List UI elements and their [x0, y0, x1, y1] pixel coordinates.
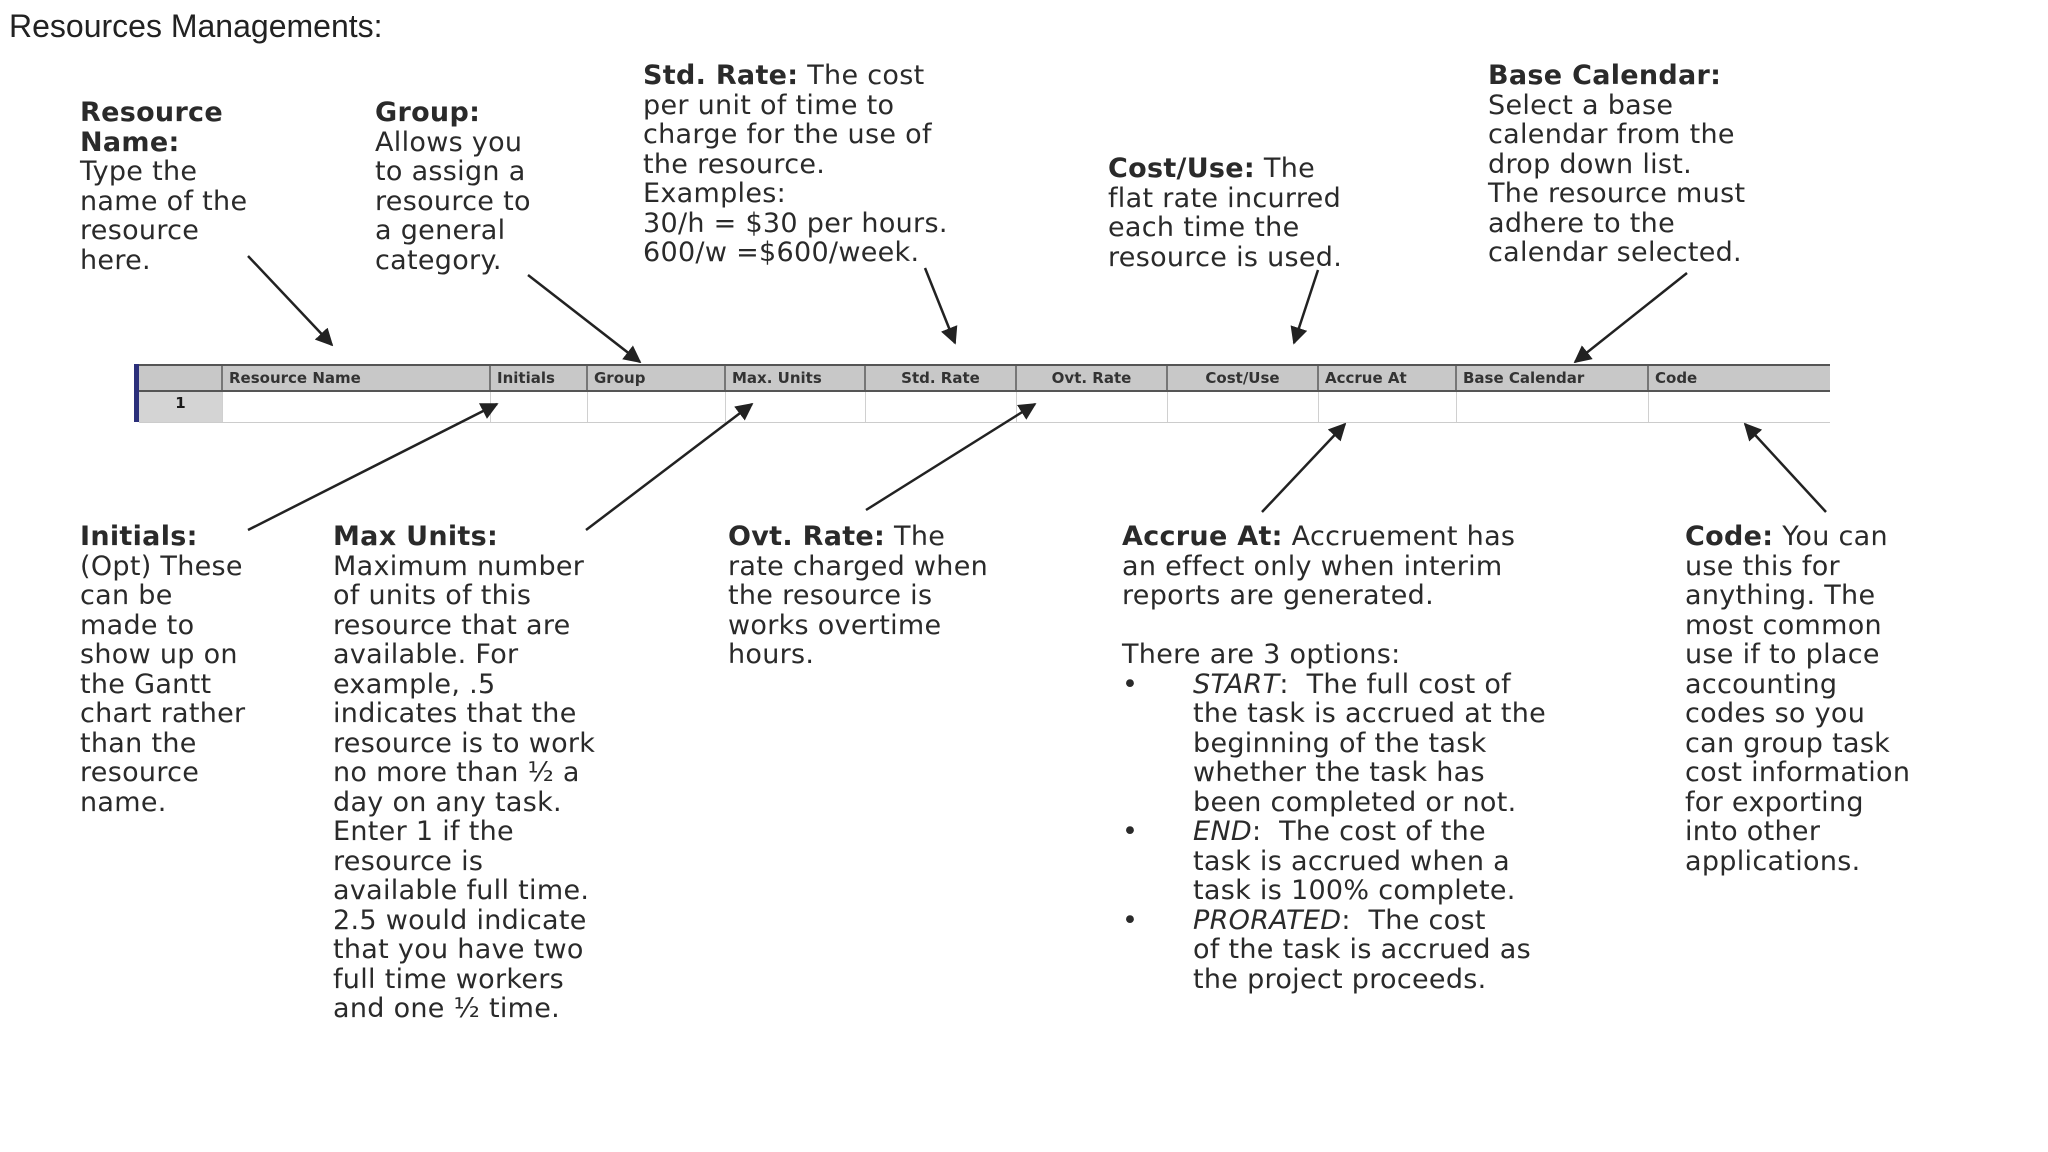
- note-line: 2.5 would indicate: [333, 904, 587, 936]
- note-line: to assign a: [375, 156, 526, 187]
- note-line: calendar from the: [1488, 119, 1735, 150]
- note-line: anything. The: [1685, 580, 1876, 611]
- note-line: name.: [80, 786, 167, 818]
- option-name: PRORATED: [1193, 904, 1342, 936]
- note-title: Accrue At:: [1122, 521, 1283, 552]
- slide-title: Resources Managements:: [9, 8, 383, 44]
- note-line: that you have two: [333, 934, 584, 965]
- note-line: most common: [1685, 609, 1882, 641]
- note-line: Accruement has: [1291, 521, 1516, 552]
- note-max-units: [333, 522, 595, 1024]
- list-item: • START: The full cost of the task is accrued at the beginning of the task whether the task has been completed or not.: [1122, 670, 1546, 818]
- note-line: resource: [80, 757, 200, 788]
- note-line: rate charged when: [728, 550, 989, 582]
- note-line: been completed or not.: [1193, 786, 1517, 818]
- note-line: drop down list.: [1488, 148, 1693, 180]
- note-title: Name:: [80, 126, 180, 158]
- note-line: Maximum number: [333, 550, 585, 582]
- note-line: codes so you: [1685, 698, 1866, 729]
- note-line: resource is to work: [333, 727, 596, 759]
- arrow-cost-use: [1294, 270, 1318, 343]
- note-line: into other: [1685, 816, 1821, 847]
- note-line: (Opt) These: [80, 550, 243, 582]
- note-line: and one ½ time.: [333, 993, 561, 1024]
- note-title: Cost/Use:: [1108, 153, 1256, 184]
- column-header-ovt-rate[interactable]: Ovt. Rate: [1017, 366, 1168, 390]
- note-line: of the task is accrued as: [1193, 934, 1531, 965]
- note-line: day on any task.: [333, 786, 562, 818]
- note-line: available. For: [333, 639, 519, 670]
- note-line: the resource is: [728, 580, 933, 611]
- options-intro: There are 3 options:: [1122, 639, 1401, 670]
- list-item: • PRORATED: The cost of the task is accrued as the project proceeds.: [1122, 906, 1546, 995]
- note-accrue-at: [1122, 522, 1546, 994]
- note-line: resource to: [375, 185, 531, 217]
- arrow-ovt-rate: [866, 404, 1035, 510]
- option-name: START: [1193, 668, 1280, 700]
- note-line: task is accrued when a: [1193, 845, 1510, 877]
- note-line: 600/w =$600/week.: [643, 237, 920, 268]
- arrow-initials: [248, 404, 497, 530]
- note-line: can group task: [1685, 727, 1891, 759]
- note-line: can be: [80, 580, 173, 611]
- note-line: Select a base: [1488, 89, 1674, 121]
- note-line: You can: [1782, 521, 1888, 552]
- note-line: indicates that the: [333, 698, 577, 729]
- note-line: works overtime: [728, 609, 942, 641]
- note-line: Enter 1 if the: [333, 816, 514, 847]
- column-header-group[interactable]: Group: [588, 366, 726, 390]
- note-line: accounting: [1685, 668, 1838, 700]
- note-line: no more than ½ a: [333, 757, 580, 788]
- column-header-initials[interactable]: Initials: [491, 366, 588, 390]
- note-line: resource: [80, 215, 200, 246]
- note-line: of units of this: [333, 580, 532, 611]
- note-line: Type the: [80, 156, 198, 187]
- note-line: calendar selected.: [1488, 237, 1742, 268]
- note-line: category.: [375, 244, 502, 276]
- note-ovt-rate: [728, 522, 988, 670]
- note-line: cost information: [1685, 757, 1911, 788]
- arrow-code: [1745, 424, 1826, 512]
- note-line: The full cost of: [1306, 668, 1511, 700]
- note-line: applications.: [1685, 845, 1861, 877]
- note-line: Allows you: [375, 126, 523, 158]
- note-title: Max Units:: [333, 521, 499, 552]
- arrow-accrue-at: [1262, 424, 1345, 512]
- column-header-base-calendar[interactable]: Base Calendar: [1457, 366, 1649, 390]
- note-line: use this for: [1685, 550, 1840, 582]
- note-line: hours.: [728, 639, 815, 670]
- column-header-std-rate[interactable]: Std. Rate: [866, 366, 1017, 390]
- note-line: full time workers: [333, 963, 565, 995]
- arrow-std-rate: [925, 268, 955, 343]
- note-title: Initials:: [80, 521, 198, 552]
- note-line: task is 100% complete.: [1193, 875, 1516, 906]
- note-title: Code:: [1685, 521, 1774, 552]
- note-line: a general: [375, 215, 506, 246]
- note-line: here.: [80, 244, 151, 276]
- options-list: [1122, 670, 1546, 995]
- arrow-max-units: [586, 404, 752, 530]
- note-title: Group:: [375, 97, 481, 128]
- column-header-code[interactable]: Code: [1655, 369, 1698, 387]
- note-line: example, .5: [333, 668, 496, 700]
- note-line: for exporting: [1685, 786, 1864, 818]
- option-name: END: [1193, 816, 1252, 847]
- note-line: charge for the use of: [643, 119, 932, 150]
- note-line: made to: [80, 609, 195, 641]
- note-line: available full time.: [333, 875, 590, 906]
- arrow-base-calendar: [1575, 273, 1687, 362]
- row-number[interactable]: 1: [139, 392, 223, 422]
- arrow-group: [528, 275, 640, 362]
- note-line: the project proceeds.: [1193, 963, 1487, 995]
- note-line: than the: [80, 727, 197, 759]
- note-line: per unit of time to: [643, 89, 895, 121]
- note-line: name of the: [80, 185, 248, 217]
- note-line: The resource must: [1488, 178, 1746, 209]
- note-line: chart rather: [80, 698, 246, 729]
- note-line: Examples:: [643, 178, 786, 209]
- note-line: whether the task has: [1193, 757, 1485, 788]
- list-item: • END: The cost of the task is accrued when a task is 100% complete.: [1122, 817, 1546, 906]
- note-line: The: [894, 521, 946, 552]
- note-title: Std. Rate:: [643, 60, 799, 91]
- arrow-resource-name: [248, 256, 332, 345]
- column-header-max-units[interactable]: Max. Units: [726, 366, 866, 390]
- note-code: [1685, 522, 1910, 876]
- note-line: The cost of the: [1279, 816, 1486, 847]
- note-initials: [80, 522, 245, 817]
- column-header-resource-name[interactable]: Resource Name: [223, 366, 491, 390]
- note-line: beginning of the task: [1193, 727, 1487, 759]
- column-header-accrue-at[interactable]: Accrue At: [1319, 366, 1457, 390]
- note-line: the Gantt: [80, 668, 212, 700]
- note-line: flat rate incurred: [1108, 182, 1342, 214]
- note-line: each time the: [1108, 212, 1300, 243]
- note-title: Base Calendar:: [1488, 60, 1722, 91]
- note-line: resource is used.: [1108, 241, 1343, 273]
- note-line: resource that are: [333, 609, 571, 641]
- note-line: The cost: [1368, 904, 1486, 936]
- note-line: resource is: [333, 845, 484, 877]
- note-line: adhere to the: [1488, 207, 1676, 239]
- column-header-cost-use[interactable]: Cost/Use: [1168, 366, 1319, 390]
- note-line: The cost: [807, 60, 925, 91]
- note-title: Resource: [80, 97, 223, 128]
- note-line: use if to place: [1685, 639, 1880, 670]
- note-line: reports are generated.: [1122, 580, 1434, 611]
- note-title: Ovt. Rate:: [728, 521, 886, 552]
- note-line: 30/h = $30 per hours.: [643, 207, 948, 239]
- note-line: The: [1263, 153, 1316, 184]
- note-line: show up on: [80, 639, 238, 670]
- note-line: the task is accrued at the: [1193, 698, 1547, 729]
- note-line: the resource.: [643, 148, 826, 180]
- note-line: an effect only when interim: [1122, 550, 1503, 582]
